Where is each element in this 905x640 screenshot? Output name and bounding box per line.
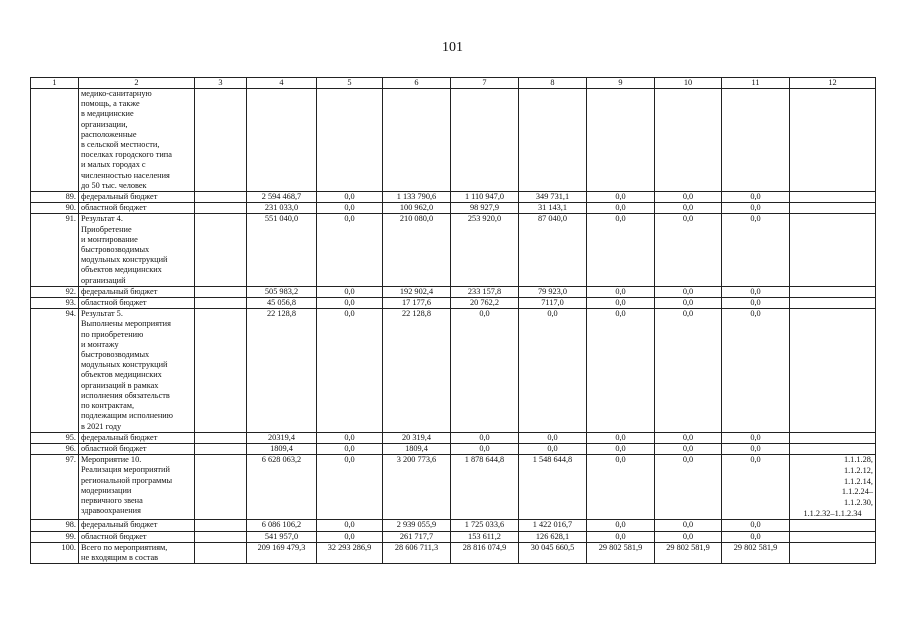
cell-c10: 0,0: [655, 455, 722, 520]
table-row: [31, 531, 876, 542]
budget-table: [30, 77, 876, 564]
cell-c9: 0,0: [587, 531, 655, 542]
column-number: 10: [655, 78, 722, 89]
cell-c4: 541 957,0: [247, 531, 317, 542]
desc-line: модернизации: [81, 485, 132, 495]
cell-c4: 20319,4: [247, 432, 317, 443]
cell-c7: 253 920,0: [451, 214, 519, 286]
cell-c4: 45 056,8: [247, 298, 317, 309]
column-number: 5: [317, 78, 383, 89]
desc-line: областной бюджет: [81, 443, 147, 453]
row-description: [79, 286, 195, 297]
cell-c3: [195, 455, 247, 520]
reference-line: 1.1.2.14,: [843, 476, 873, 486]
cell-references: [790, 286, 876, 297]
cell-c3: [195, 203, 247, 214]
cell-c11: 29 802 581,9: [722, 542, 790, 563]
cell-c3: [195, 443, 247, 454]
cell-c5: 0,0: [317, 214, 383, 286]
row-description: [79, 542, 195, 563]
cell-c3: [195, 432, 247, 443]
column-number: 2: [79, 78, 195, 89]
desc-line: по контрактам,: [81, 401, 135, 411]
column-number-row: [31, 78, 876, 89]
cell-c8: 349 731,1: [519, 192, 587, 203]
cell-c3: [195, 309, 247, 432]
desc-line: Реализация мероприятий: [81, 465, 170, 475]
cell-c8: 1 422 016,7: [519, 520, 587, 531]
cell-c5: 0,0: [317, 443, 383, 454]
cell-references: [790, 455, 876, 520]
desc-line: по приобретению: [81, 329, 144, 339]
cell-c8: 0,0: [519, 309, 587, 432]
desc-line: быстровозводимых: [81, 245, 150, 255]
cell-c9: 0,0: [587, 443, 655, 454]
cell-c11: 0,0: [722, 203, 790, 214]
row-description: [79, 520, 195, 531]
cell-c3: [195, 520, 247, 531]
cell-c11: 0,0: [722, 455, 790, 520]
cell-c5: 32 293 286,9: [317, 542, 383, 563]
cell-c6: 192 902,4: [383, 286, 451, 297]
cell-c11: 0,0: [722, 520, 790, 531]
cell-references: [790, 192, 876, 203]
cell-c4: 551 040,0: [247, 214, 317, 286]
table-row: [31, 203, 876, 214]
cell-c3: [195, 192, 247, 203]
cell-references: [790, 443, 876, 454]
cell-c10: 0,0: [655, 286, 722, 297]
cell-c8: 7117,0: [519, 298, 587, 309]
cell-c9: 0,0: [587, 192, 655, 203]
desc-line: в медицинские: [81, 109, 134, 119]
cell-c6: 28 606 711,3: [383, 542, 451, 563]
cell-c5: 0,0: [317, 298, 383, 309]
cell-c4: 231 033,0: [247, 203, 317, 214]
desc-line: Выполнены мероприятия: [81, 319, 171, 329]
cell-c7: 153 611,2: [451, 531, 519, 542]
desc-line: региональной программы: [81, 475, 173, 485]
desc-line: в сельской местности,: [81, 140, 160, 150]
desc-line: не входящим в состав: [81, 552, 159, 562]
cell-c9: 0,0: [587, 432, 655, 443]
desc-line: организаций: [81, 275, 126, 285]
cell-c3: [195, 298, 247, 309]
desc-line: областной бюджет: [81, 298, 147, 308]
row-number: 97.: [31, 455, 79, 520]
table-row: [31, 214, 876, 286]
cell-c7: 98 927,9: [451, 203, 519, 214]
row-description: [79, 531, 195, 542]
desc-line: Результат 5.: [81, 309, 123, 319]
cell-c10: 0,0: [655, 443, 722, 454]
desc-line: Мероприятие 10.: [81, 455, 142, 465]
row-number: 99.: [31, 531, 79, 542]
desc-line: поселках городского типа: [81, 150, 172, 160]
desc-line: Приобретение: [81, 224, 132, 234]
table-row: [31, 443, 876, 454]
column-number: 11: [722, 78, 790, 89]
cell-c7: 0,0: [451, 432, 519, 443]
cell-c10: 0,0: [655, 192, 722, 203]
cell-c5: 0,0: [317, 455, 383, 520]
desc-line: организации,: [81, 119, 128, 129]
desc-line: федеральный бюджет: [81, 286, 158, 296]
continued-row: [31, 89, 876, 192]
cell-c10: 0,0: [655, 432, 722, 443]
cell-c11: 0,0: [722, 214, 790, 286]
row-number: 92.: [31, 286, 79, 297]
column-number: 8: [519, 78, 587, 89]
reference-line: 1.1.2.24–: [841, 487, 873, 497]
desc-line: федеральный бюджет: [81, 432, 158, 442]
row-description: [79, 443, 195, 454]
cell-c7: 1 725 033,6: [451, 520, 519, 531]
cell-c7: 20 762,2: [451, 298, 519, 309]
row-number: 90.: [31, 203, 79, 214]
cell-c8: 0,0: [519, 432, 587, 443]
cell-c8: 0,0: [519, 443, 587, 454]
cell-references: [790, 542, 876, 563]
cell-c11: 0,0: [722, 432, 790, 443]
column-number: 6: [383, 78, 451, 89]
column-number: 9: [587, 78, 655, 89]
column-number: 3: [195, 78, 247, 89]
row-number: 94.: [31, 309, 79, 432]
cell-c5: 0,0: [317, 309, 383, 432]
cell-c8: 87 040,0: [519, 214, 587, 286]
desc-line: расположенные: [81, 129, 137, 139]
cell-c4: 6 628 063,2: [247, 455, 317, 520]
desc-line: и монтирование: [81, 234, 138, 244]
cell-c9: 0,0: [587, 214, 655, 286]
row-number: 93.: [31, 298, 79, 309]
table-row: [31, 432, 876, 443]
row-description: [79, 203, 195, 214]
cell-c11: 0,0: [722, 309, 790, 432]
table-row: [31, 520, 876, 531]
cell-c5: 0,0: [317, 432, 383, 443]
cell-c8: 79 923,0: [519, 286, 587, 297]
row-description: [79, 455, 195, 520]
cell-c10: 0,0: [655, 203, 722, 214]
cell-c6: 100 962,0: [383, 203, 451, 214]
column-number: 4: [247, 78, 317, 89]
cell-c4: 2 594 468,7: [247, 192, 317, 203]
desc-line: помощь, а также: [81, 99, 140, 109]
cell-c11: 0,0: [722, 443, 790, 454]
desc-line: здравоохранения: [81, 506, 141, 516]
cell-c4: 22 128,8: [247, 309, 317, 432]
desc-line: медико-санитарную: [81, 89, 152, 98]
table-row: [31, 192, 876, 203]
cell-c4: 6 086 106,2: [247, 520, 317, 531]
cell-c7: 233 157,8: [451, 286, 519, 297]
row-number: 98.: [31, 520, 79, 531]
cell-c9: 0,0: [587, 455, 655, 520]
cell-references: [790, 309, 876, 432]
desc-line: областной бюджет: [81, 203, 147, 213]
cell-c5: 0,0: [317, 192, 383, 203]
table-row: [31, 309, 876, 432]
cell-c9: 0,0: [587, 298, 655, 309]
cell-c11: 0,0: [722, 298, 790, 309]
row-description: [79, 309, 195, 432]
row-number: [31, 89, 79, 192]
cell-c6: 17 177,6: [383, 298, 451, 309]
cell-c5: 0,0: [317, 520, 383, 531]
cell-c7: 1 110 947,0: [451, 192, 519, 203]
cell-references: [790, 520, 876, 531]
page-number: 101: [442, 40, 463, 55]
cell-c9: 0,0: [587, 203, 655, 214]
cell-c7: 28 816 074,9: [451, 542, 519, 563]
cell-c6: 20 319,4: [383, 432, 451, 443]
cell-references: [790, 432, 876, 443]
cell-references: [790, 298, 876, 309]
cell-c6: 3 200 773,6: [383, 455, 451, 520]
desc-line: в 2021 году: [81, 421, 122, 431]
cell-c5: 0,0: [317, 286, 383, 297]
desc-line: Всего по мероприятиям,: [81, 542, 168, 552]
column-number: 12: [790, 78, 876, 89]
cell-c7: 0,0: [451, 443, 519, 454]
cell-references: [790, 203, 876, 214]
cell-c8: 126 628,1: [519, 531, 587, 542]
cell-c3: [195, 531, 247, 542]
desc-line: и малых городах с: [81, 160, 146, 170]
desc-line: модульных конструкций: [81, 360, 168, 370]
cell-c8: 30 045 660,5: [519, 542, 587, 563]
desc-line: исполнения обязательств: [81, 390, 170, 400]
cell-c8: 1 548 644,8: [519, 455, 587, 520]
cell-c6: 210 080,0: [383, 214, 451, 286]
column-number: 7: [451, 78, 519, 89]
cell-c9: 0,0: [587, 286, 655, 297]
cell-c7: 0,0: [451, 309, 519, 432]
cell-c10: 0,0: [655, 309, 722, 432]
desc-line: до 50 тыс. человек: [81, 180, 147, 190]
row-description: [79, 432, 195, 443]
reference-line: 1.1.1.28,: [843, 455, 873, 465]
cell-c10: 0,0: [655, 531, 722, 542]
continued-description: [79, 89, 195, 192]
desc-line: быстровозводимых: [81, 350, 150, 360]
desc-line: и монтажу: [81, 339, 119, 349]
table-row: [31, 286, 876, 297]
cell-c4: 209 169 479,3: [247, 542, 317, 563]
desc-line: областной бюджет: [81, 531, 147, 541]
cell-c3: [195, 214, 247, 286]
cell-c6: 22 128,8: [383, 309, 451, 432]
cell-c4: 505 983,2: [247, 286, 317, 297]
cell-c10: 29 802 581,9: [655, 542, 722, 563]
reference-line: 1.1.2.12,: [843, 465, 873, 475]
cell-c9: 0,0: [587, 520, 655, 531]
cell-c9: 0,0: [587, 309, 655, 432]
cell-c6: 261 717,7: [383, 531, 451, 542]
cell-c5: 0,0: [317, 531, 383, 542]
row-number: 95.: [31, 432, 79, 443]
cell-c3: [195, 286, 247, 297]
cell-c11: 0,0: [722, 192, 790, 203]
cell-c8: 31 143,1: [519, 203, 587, 214]
cell-c11: 0,0: [722, 531, 790, 542]
row-number: 96.: [31, 443, 79, 454]
row-description: [79, 298, 195, 309]
desc-line: объектов медицинских: [81, 265, 162, 275]
cell-c4: 1809,4: [247, 443, 317, 454]
desc-line: объектов медицинских: [81, 370, 162, 380]
cell-c5: 0,0: [317, 203, 383, 214]
desc-line: подлежащим исполнению: [81, 411, 173, 421]
table-row: [31, 298, 876, 309]
row-number: 91.: [31, 214, 79, 286]
desc-line: модульных конструкций: [81, 255, 168, 265]
row-number: 89.: [31, 192, 79, 203]
reference-line: 1.1.2.32–1.1.2.34: [803, 508, 862, 518]
reference-line: 1.1.2.30,: [843, 497, 873, 507]
row-number: 100.: [31, 542, 79, 563]
cell-c9: 29 802 581,9: [587, 542, 655, 563]
desc-line: федеральный бюджет: [81, 520, 158, 530]
cell-c10: 0,0: [655, 214, 722, 286]
column-number: 1: [31, 78, 79, 89]
cell-c11: 0,0: [722, 286, 790, 297]
cell-references: [790, 531, 876, 542]
cell-c6: 2 939 055,9: [383, 520, 451, 531]
desc-line: организаций в рамках: [81, 380, 159, 390]
cell-c6: 1809,4: [383, 443, 451, 454]
cell-c7: 1 878 644,8: [451, 455, 519, 520]
table-row: [31, 455, 876, 520]
cell-references: [790, 214, 876, 286]
row-description: [79, 214, 195, 286]
cell-c10: 0,0: [655, 298, 722, 309]
cell-c10: 0,0: [655, 520, 722, 531]
desc-line: федеральный бюджет: [81, 192, 158, 202]
desc-line: численностью населения: [81, 170, 170, 180]
desc-line: Результат 4.: [81, 214, 123, 224]
cell-c6: 1 133 790,6: [383, 192, 451, 203]
cell-c3: [195, 542, 247, 563]
desc-line: первичного звена: [81, 495, 143, 505]
row-description: [79, 192, 195, 203]
table-row: [31, 542, 876, 563]
